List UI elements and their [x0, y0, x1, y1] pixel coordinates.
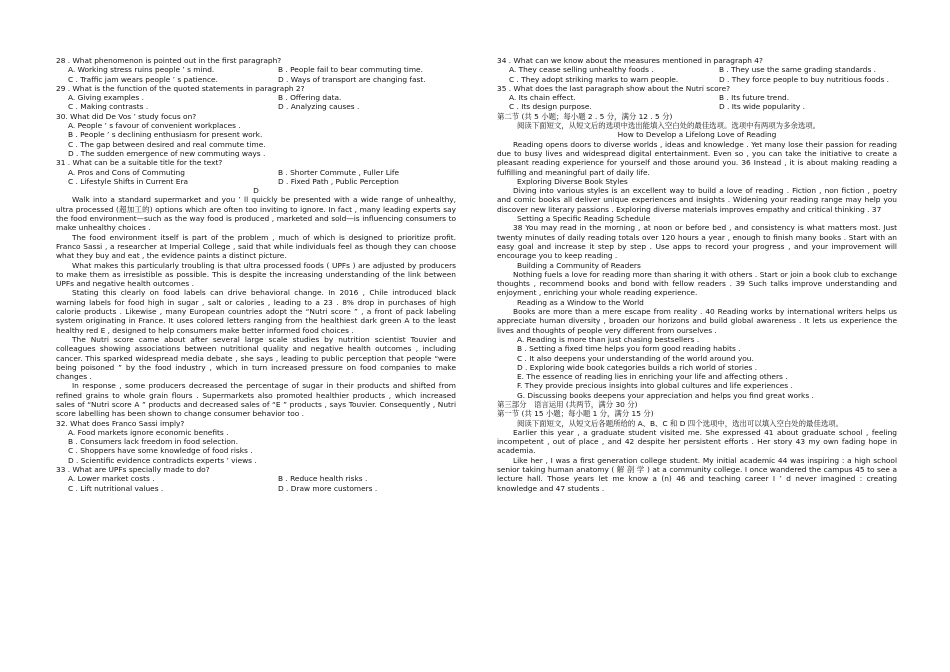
question-33-stem: 33 . What are UPFs specially made to do? — [56, 465, 210, 475]
passage-d-paragraph-3: What makes this particularly troubling is that ultra processed foods ( UPFs ) are adjusted by producers to make them as irresistible as possible. This is despite the increasing understanding of the link between UPFs and negative health outcomes . — [56, 260, 456, 289]
choice-option-b: B . Setting a fixed time helps you form good reading habits . — [517, 344, 741, 354]
cloze-paragraph-2: Like her , I was a first generation college student. My initial academic 44 was inspiring : a high school senior taking human anatomy ( 解 剖 学 ) at a community college. I once wandered the campus 45 to see a lecture hall. Those years let me know a (n) 46 and teaching career I ’ d never imagined : creating knowledge and 47 students . — [497, 455, 897, 493]
passage-title: How to Develop a Lifelong Love of Reading — [617, 130, 777, 140]
option-a: A. People ’ s favour of convenient workplaces . — [68, 121, 241, 131]
option-d: D . Its wide popularity . — [719, 102, 805, 112]
passage-d-paragraph-4: Stating this clearly on food labels can drive behavioral change. In 2016 , Chile introduced black warning labels for food high in sugar , salt or calories , leading to a 23 . 8% drop in purchases of high calorie products . Likewise , many European countries adopt the “Nutri score ” , a front of pack labeling system originating in France. It uses colored letters ranging from the healthiest dark green A to the least healthy red E , designed to help consumers make better informed food choices . — [56, 288, 456, 335]
option-d: D . Analyzing causes . — [278, 102, 360, 112]
choice-option-c: C . It also deepens your understanding of the world around you. — [517, 353, 754, 363]
option-c: C . Lift nutritional values . — [68, 483, 164, 493]
choice-option-g: G. Discussing books deepens your appreciation and helps you find great works . — [517, 390, 814, 400]
section-2-instructions: 阅读下面短文，从短文后的选项中选出能填入空白处的最佳选项。选项中有两项为多余选项。 — [517, 121, 821, 131]
option-a: A. Lower market costs . — [68, 474, 155, 484]
option-b: B . Shorter Commute , Fuller Life — [278, 167, 400, 177]
question-29-options-row2 — [56, 102, 456, 111]
option-b: B . Offering data. — [278, 93, 342, 103]
choice-option-a: A. Reading is more than just chasing bestsellers . — [517, 334, 700, 344]
option-a: A. Giving examples . — [68, 93, 144, 103]
passage-paragraph-4: Books are more than a mere escape from reality . 40 Reading works by international writers helps us appreciate human diversity , broaden our horizons and build global awareness . It lets us experience the lives and thoughts of people very different from ourselves . — [497, 307, 897, 335]
choice-option-d: D . Exploring wide book categories builds a rich world of stories . — [517, 362, 758, 372]
option-b: B . People ’ s declining enthusiasm for present work. — [68, 130, 263, 140]
choice-option-f: F. They provide precious insights into global cultures and life experiences . — [517, 381, 793, 391]
option-b: B . They use the same grading standards . — [719, 65, 877, 75]
option-d: D . Scientific evidence contradicts experts ’ views . — [68, 455, 257, 465]
question-35-options-row1 — [497, 93, 897, 102]
passage-d-paragraph-6: In response , some producers decreased the percentage of sugar in their products and shifted from refined grains to whole grain flours . Supermarkets also promoted healthier products , which increased sales of “Nutri score A ” products and decreased sales of “E ” products , says Touvier. Consequently , Nutri score labelling has been shown to change consumer behavior too . — [56, 381, 456, 419]
passage-heading-3: Building a Community of Readers — [517, 260, 641, 270]
option-c: C . Its design purpose. — [509, 102, 592, 112]
passage-d-paragraph-1: Walk into a standard supermarket and you ’ ll quickly be presented with a wide range of unhealthy, ultra processed (超加工的) options which are often too inviting to ignore. In fact , many leading experts say the food environment—such as the way food is produced , marketed and sold—is influencing consumers to make unhealthy choices . — [56, 195, 456, 233]
question-28-stem: 28 . What phenomenon is pointed out in the first paragraph? — [56, 56, 282, 65]
option-d: D . Fixed Path , Public Perception — [278, 176, 399, 186]
option-c: C . The gap between desired and real commute time. — [68, 139, 266, 149]
option-b: B . Consumers lack freedom in food selection. — [68, 437, 238, 447]
part-3-instructions: 阅读下面短文，从短文后各题所给的 A、B、C 和 D 四个选项中，选出可以填入空白处的最佳选项。 — [517, 418, 844, 428]
passage-d-paragraph-2: The food environment itself is part of the problem , much of which is designed to prioritize profit. Franco Sassi , a researcher at Imperial College , said that while individuals feel as though they can choose what they buy and eat , the evidence paints a distinct picture. — [56, 232, 456, 261]
option-b: B . Its future trend. — [719, 93, 790, 103]
question-28-options-row2 — [56, 75, 456, 84]
option-a: A. Pros and Cons of Commuting — [68, 167, 185, 177]
passage-d-paragraph-5: The Nutri score came about after several large scale studies by nutrition scientist Touvier and colleagues showing associations between nutritional quality and negative health outcomes , including cancer. This sparked widespread media debate , she says , leading to public perception that people “were being poisoned ” by the food industry , which in turn increased pressure on food companies to make changes . — [56, 334, 456, 382]
option-c: C . Traffic jam wears people ’ s patience. — [68, 74, 218, 84]
section-d-label: D — [253, 186, 259, 196]
option-d: D . Draw more customers . — [278, 483, 378, 493]
question-28-options-row1 — [56, 65, 456, 74]
option-c: C . They adopt striking marks to warn people. — [509, 74, 679, 84]
passage-paragraph-2: 38 You may read in the morning , at noon or before bed , and consistency is what matters most. Just twenty minutes of daily reading totals over 120 hours a year , enough to finish many books . Start with an easy goal and increase it step by step . Use apps to record your progress , and your improvement will encourage you to keep reading . — [497, 223, 897, 261]
option-b: B . People fail to bear commuting time. — [278, 65, 423, 75]
section-2-title: 第二节 (共 5 小题；每小题 2 . 5 分，满分 12 . 5 分) — [497, 111, 673, 121]
option-c: C . Making contrasts . — [68, 102, 149, 112]
option-a: A. They cease selling unhealthy foods . — [509, 65, 654, 75]
passage-paragraph-1: Diving into various styles is an excellent way to build a love of reading . Fiction , non fiction , poetry and comic books all deliver unique experiences and insights . Widening your reading range may help you discover new literary passions . Exploring diverse materials improves empathy and critical thinking . 37 — [497, 186, 897, 214]
question-35-stem: 35 . What does the last paragraph show about the Nutri score? — [497, 83, 731, 93]
question-31-stem: 31 . What can be a suitable title for the text? — [56, 158, 223, 168]
left-column — [56, 56, 456, 493]
option-c: C . Shoppers have some knowledge of food risks . — [68, 446, 253, 456]
question-32-stem: 32. What does Franco Sassi imply? — [56, 418, 185, 428]
part-3-title: 第三部分 语言运用 (共两节，满分 30 分) — [497, 399, 638, 409]
passage-heading-1: Exploring Diverse Book Styles — [517, 176, 628, 186]
question-34-stem: 34 . What can we know about the measures mentioned in paragraph 4? — [497, 56, 763, 65]
question-34-options-row1 — [497, 65, 897, 74]
passage-intro: Reading opens doors to diverse worlds , ideas and knowledge . Yet many lose their passion for reading due to busy lives and widespread digital entertainment. Even so , you can take the initiative to create a pleasant reading experience for yourself and those around you. 36 Instead , it is about making reading a fulfilling and meaningful part of daily life. — [497, 139, 897, 177]
question-33-options-row1 — [56, 474, 456, 483]
question-29-options-row1 — [56, 93, 456, 102]
cloze-paragraph-1: Earlier this year , a graduate student visited me. She expressed 41 about graduate school , feeling incompetent , out of place , and 42 despite her persistent efforts . Her story 43 my own fading hope in academia. — [497, 427, 897, 456]
part-3-section-1-title: 第一节 (共 15 小题；每小题 1 分，满分 15 分) — [497, 409, 654, 419]
option-c: C . Lifestyle Shifts in Current Era — [68, 176, 189, 186]
option-b: B . Reduce health risks . — [278, 474, 368, 484]
question-34-options-row2 — [497, 75, 897, 84]
question-33-options-row2 — [56, 484, 456, 493]
passage-heading-4: Reading as a Window to the World — [517, 297, 644, 307]
option-a: A. Food markets ignore economic benefits . — [68, 427, 229, 437]
option-a: A. Its chain effect. — [509, 93, 576, 103]
passage-paragraph-3: Nothing fuels a love for reading more than sharing it with others . Start or join a book club to exchange thoughts , recommend books and bond with fellow readers . 39 Such talks improve understanding and enjoyment , enriching your whole reading experience. — [497, 269, 897, 298]
option-a: A. Working stress ruins people ’ s mind. — [68, 65, 215, 75]
option-d: D . They force people to buy nutritious foods . — [719, 74, 890, 84]
question-30-stem: 30. What did De Vos ’ study focus on? — [56, 111, 197, 121]
option-d: D . Ways of transport are changing fast. — [278, 74, 426, 84]
question-31-options-row1 — [56, 168, 456, 177]
question-29-stem: 29 . What is the function of the quoted statements in paragraph 2? — [56, 83, 305, 93]
choice-option-e: E. The essence of reading lies in enriching your life and affecting others . — [517, 372, 788, 382]
option-d: D . The sudden emergence of new commuting ways . — [68, 148, 266, 158]
right-column — [497, 56, 897, 493]
question-31-options-row2 — [56, 177, 456, 186]
passage-heading-2: Setting a Specific Reading Schedule — [517, 214, 651, 224]
question-35-options-row2 — [497, 102, 897, 111]
